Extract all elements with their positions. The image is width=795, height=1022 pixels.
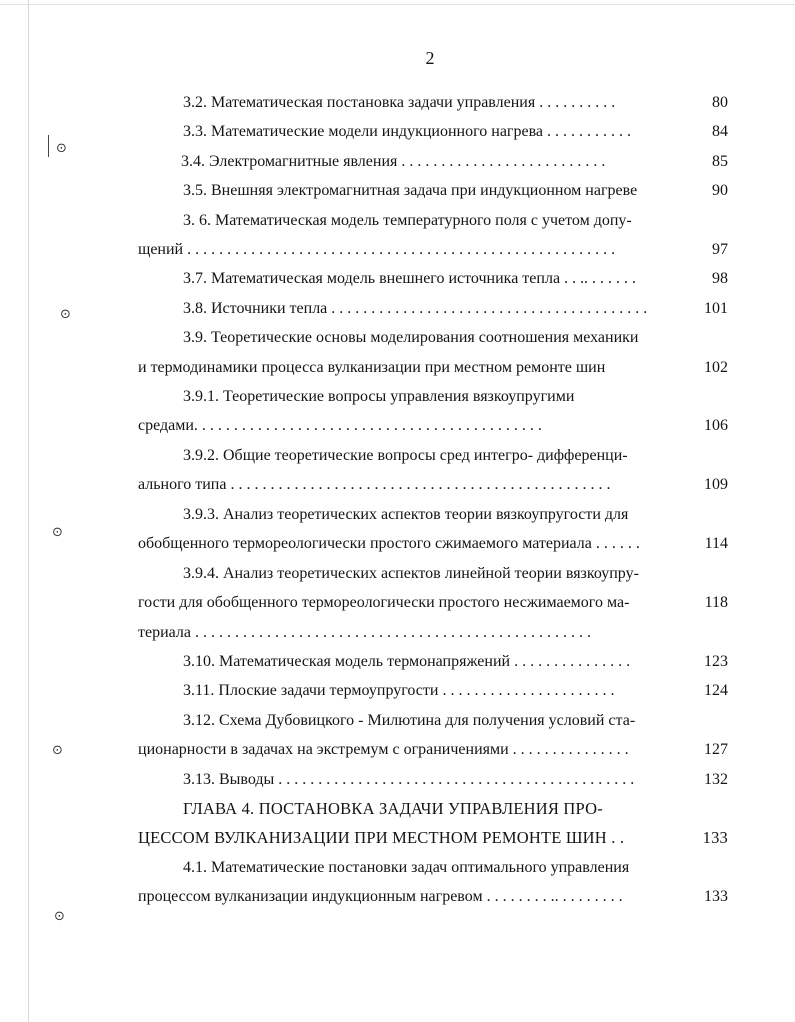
toc-entry-page: 127 — [704, 741, 728, 758]
toc-entry-text: 3.10. Математическая модель термонапряжений . . . . . . . . . . . . . . . — [183, 653, 631, 670]
punch-hole-mark: ⊙ — [60, 307, 71, 322]
toc-entry-page: 80 — [712, 94, 728, 111]
toc-line — [138, 327, 728, 349]
toc-entry-text: ГЛАВА 4. ПОСТАНОВКА ЗАДАЧИ УПРАВЛЕНИЯ ПРО- — [183, 799, 603, 818]
toc-entry-text: 3.8. Источники тепла . . . . . . . . . . . . . . . . . . . . . . . . . . . . . . . . . . . . . . . . — [183, 300, 648, 317]
toc-entry-text: териала . . . . . . . . . . . . . . . . . . . . . . . . . . . . . . . . . . . . . . . . . . . . . . . . . . — [138, 624, 591, 641]
toc-line — [138, 739, 728, 761]
toc-line-chapter — [138, 827, 728, 849]
toc-line — [138, 298, 728, 320]
toc-entry-page: 118 — [704, 594, 728, 611]
punch-hole-mark: ⊙ — [56, 141, 67, 156]
toc-entry-page: 106 — [704, 417, 728, 434]
toc-line — [138, 592, 728, 614]
toc-entry-text: ционарности в задачах на экстремум с ограничениями . . . . . . . . . . . . . . . — [138, 741, 629, 758]
toc-entry-text: гости для обобщенного термореологически простого несжимаемого ма- — [138, 594, 630, 611]
toc-line — [138, 445, 728, 467]
toc-entry-text: 4.1. Математические постановки задач оптимального управления — [183, 859, 630, 876]
toc-line — [138, 474, 728, 496]
toc-line — [138, 386, 728, 408]
punch-hole-mark: ⊙ — [54, 909, 65, 924]
toc-entry-page: 114 — [704, 535, 728, 552]
page-number: 2 — [425, 48, 435, 68]
toc-entry-text: процессом вулканизации индукционным нагревом . . . . . . . . .. . . . . . . . . — [138, 888, 623, 905]
toc-entry-text: 3.9.2. Общие теоретические вопросы сред интегро- дифференци- — [183, 447, 628, 464]
toc-entry-text: 3.9.3. Анализ теоретических аспектов теории вязкоупругости для — [183, 506, 629, 523]
toc-line — [138, 504, 728, 526]
toc-entry-text: 3.9.4. Анализ теоретических аспектов линейной теории вязкоупру- — [183, 565, 639, 582]
toc-line — [138, 886, 728, 908]
toc-line — [138, 268, 728, 290]
toc-line — [138, 151, 728, 173]
toc-line — [138, 651, 728, 673]
toc-entry-text: ального типа . . . . . . . . . . . . . . . . . . . . . . . . . . . . . . . . . . . . . . . . . . . . . . . . — [138, 476, 611, 493]
toc-entry-page: 124 — [704, 682, 728, 699]
toc-entry-text: 3.4. Электромагнитные явления . . . . . . . . . . . . . . . . . . . . . . . . . . — [181, 153, 606, 170]
toc-entry-text: обобщенного термореологически простого сжимаемого материала . . . . . . — [138, 535, 640, 552]
toc-line — [138, 357, 728, 379]
toc-entry-page: 90 — [712, 182, 728, 199]
toc-entry-page: 132 — [704, 771, 728, 788]
toc-entry-text: 3.12. Схема Дубовицкого - Милютина для получения условий ста- — [183, 712, 636, 729]
toc-line — [138, 769, 728, 791]
toc-line — [138, 121, 728, 143]
scan-tick-mark — [48, 135, 49, 157]
toc-entry-text: 3.5. Внешняя электромагнитная задача при индукционном нагреве — [183, 182, 638, 199]
toc-line — [138, 680, 728, 702]
toc-entry-page: 133 — [704, 888, 728, 905]
toc-entry-text: 3.2. Математическая постановка задачи управления . . . . . . . . . . — [183, 94, 616, 111]
toc-line — [138, 563, 728, 585]
toc-line — [138, 239, 728, 261]
toc-entry-page: 84 — [712, 123, 728, 140]
punch-hole-mark: ⊙ — [52, 743, 63, 758]
toc-entry-page: 98 — [712, 270, 728, 287]
toc-line-chapter — [138, 798, 728, 820]
toc-entry-page: 102 — [704, 359, 728, 376]
toc-entry-page: 123 — [704, 653, 728, 670]
toc-entry-text: средами. . . . . . . . . . . . . . . . . . . . . . . . . . . . . . . . . . . . . . . . . . . . — [138, 417, 542, 434]
toc-line — [138, 533, 728, 555]
toc-entry-text: щений . . . . . . . . . . . . . . . . . . . . . . . . . . . . . . . . . . . . . . . . . . . . . . . . . . . . . . — [138, 241, 616, 258]
scan-border-left — [28, 0, 29, 1022]
toc-entry-text: 3.3. Математические модели индукционного нагрева . . . . . . . . . . . — [183, 123, 632, 140]
toc-line — [138, 415, 728, 437]
toc-entry-text: 3.9. Теоретические основы моделирования соотношения механики — [183, 329, 639, 346]
toc-entry-page: 101 — [704, 300, 728, 317]
toc-entry-text: 3.7. Математическая модель внешнего источника тепла . . .. . . . . . . — [183, 270, 637, 287]
punch-hole-mark: ⊙ — [52, 525, 63, 540]
scan-border-top — [0, 4, 795, 5]
toc-line — [138, 210, 728, 232]
toc-line — [138, 857, 728, 879]
toc-entry-text: 3.9.1. Теоретические вопросы управления вязкоупругими — [183, 388, 575, 405]
toc-entry-text: 3. 6. Математическая модель температурного поля с учетом допу- — [183, 212, 632, 229]
toc-entry-page: 85 — [712, 153, 728, 170]
toc-line — [138, 710, 728, 732]
toc-entry-text: 3.13. Выводы . . . . . . . . . . . . . . . . . . . . . . . . . . . . . . . . . . . . . . . . . . . . . — [183, 771, 635, 788]
toc-line — [138, 92, 728, 114]
toc-line — [138, 622, 728, 644]
toc-entry-page: 133 — [702, 828, 728, 847]
toc-entry-text: и термодинамики процесса вулканизации при местном ремонте шин — [138, 359, 606, 376]
toc-entry-text: ЦЕССОМ ВУЛКАНИЗАЦИИ ПРИ МЕСТНОМ РЕМОНТЕ ШИН . . — [138, 828, 625, 847]
toc-entry-text: 3.11. Плоские задачи термоупругости . . . . . . . . . . . . . . . . . . . . . . — [183, 682, 615, 699]
toc-entry-page: 109 — [704, 476, 728, 493]
toc-entry-page: 97 — [712, 241, 728, 258]
toc-line — [138, 180, 728, 202]
